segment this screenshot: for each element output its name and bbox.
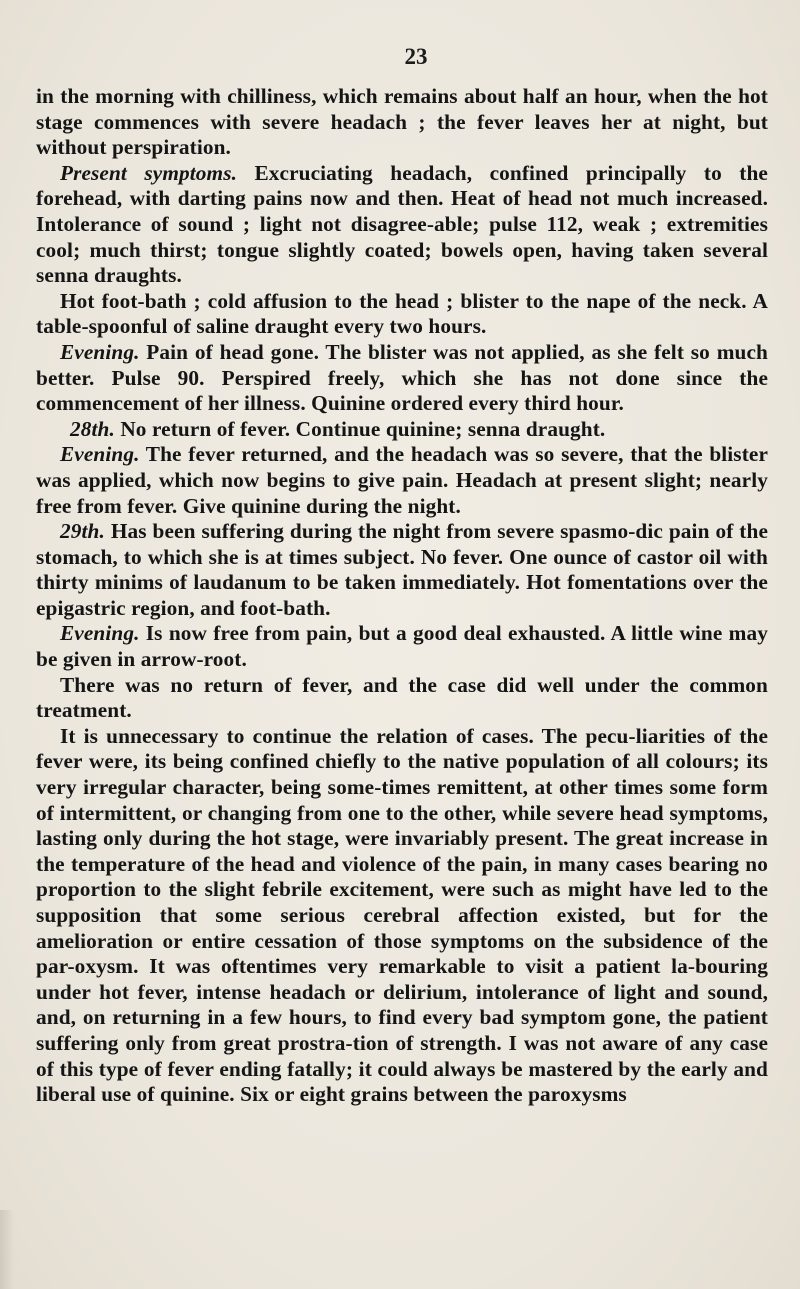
paragraph-28th [36, 417, 768, 443]
paragraph-text: It is unnecessary to continue the relation of cases. The pecu-liarities of the fever were, its being confined chiefly to the native population of all colours; its very irregular character, being some-times remittent, at other times some form of intermittent, or changing from one to the other, while severe head symptoms, lasting only during the hot stage, were invariably present. The great increase in the temperature of the head and violence of the pain, in many cases bearing no proportion to the slight febrile excitement, were such as might have led to the supposition that some serious cerebral affection existed, but for the amelioration or entire cessation of those symptoms on the subsidence of the par-oxysm. It was oftentimes very remarkable to visit a patient la-bouring under hot fever, intense headach or delirium, intolerance of light and sound, and, on returning in a few hours, to find every bad symptom gone, the patient suffering only from great prostra-tion of strength. I was not aware of any case of this type of fever ending fatally; it could always be mastered by the early and liberal use of quinine. Six or eight grains between the paroxysms [36, 723, 768, 1107]
paragraph-evening-2 [36, 442, 768, 519]
paragraph-text: Pain of head gone. The blister was not applied, as she felt so much better. Pulse 90. Perspired freely, which she has not done since the commencement of her illness. Quinine ordered every third hour. [36, 339, 768, 416]
paragraph-text: No return of fever. Continue quinine; senna draught. [114, 416, 606, 441]
paragraph-evening-1 [36, 340, 768, 417]
paragraph-discussion [36, 724, 768, 1108]
paragraph-continuation [36, 84, 768, 161]
paragraph-lead: Evening. [60, 621, 140, 646]
page-fold-shadow [0, 1210, 14, 1289]
paragraph-text: Is now free from pain, but a good deal exhausted. A little wine may be given in arrow-root. [36, 621, 768, 672]
paragraph-text: Excruciating headach, confined principally to the forehead, with darting pains now and then. Heat of head not much increased. Intolerance of sound ; light not disagree-able; pulse 112, weak ; extremities cool; much thirst; tongue slightly coated; bowels open, having taken several senna draughts. [36, 160, 768, 288]
paragraph-lead: 28th. [70, 416, 115, 441]
paragraph-outcome [36, 673, 768, 724]
paragraph-text: Hot foot-bath ; cold affusion to the head ; blister to the nape of the neck. A table-spoonful of saline draught every two hours. [36, 288, 768, 339]
paragraph-lead: Evening. [60, 442, 140, 467]
paragraph-text: The fever returned, and the headach was so severe, that the blister was applied, which now begins to give pain. Headach at present slight; nearly free from fever. Give quinine during the night. [36, 442, 768, 518]
paragraph-29th [36, 519, 768, 621]
paragraph-treatment [36, 289, 768, 340]
paragraph-text: in the morning with chilliness, which remains about half an hour, when the hot stage commences with severe headach ; the fever leaves her at night, but without perspiration. [36, 84, 768, 160]
paragraph-lead: 29th. [60, 519, 105, 544]
paragraph-text: There was no return of fever, and the case did well under the common treatment. [36, 672, 768, 723]
paragraph-evening-3 [36, 621, 768, 672]
paragraph-lead: Evening. [60, 339, 140, 364]
paragraph-text: Has been suffering during the night from severe spasmo-dic pain of the stomach, to which she is at times subject. No fever. One ounce of castor oil with thirty minims of laudanum to be taken immediately. Hot fomentations over the epigastric region, and foot-bath. [36, 519, 768, 620]
page-number: 23 [404, 44, 428, 69]
paragraph-present-symptoms [36, 161, 768, 289]
body-text [36, 84, 768, 1108]
paragraph-lead: Present symptoms. [60, 160, 238, 185]
